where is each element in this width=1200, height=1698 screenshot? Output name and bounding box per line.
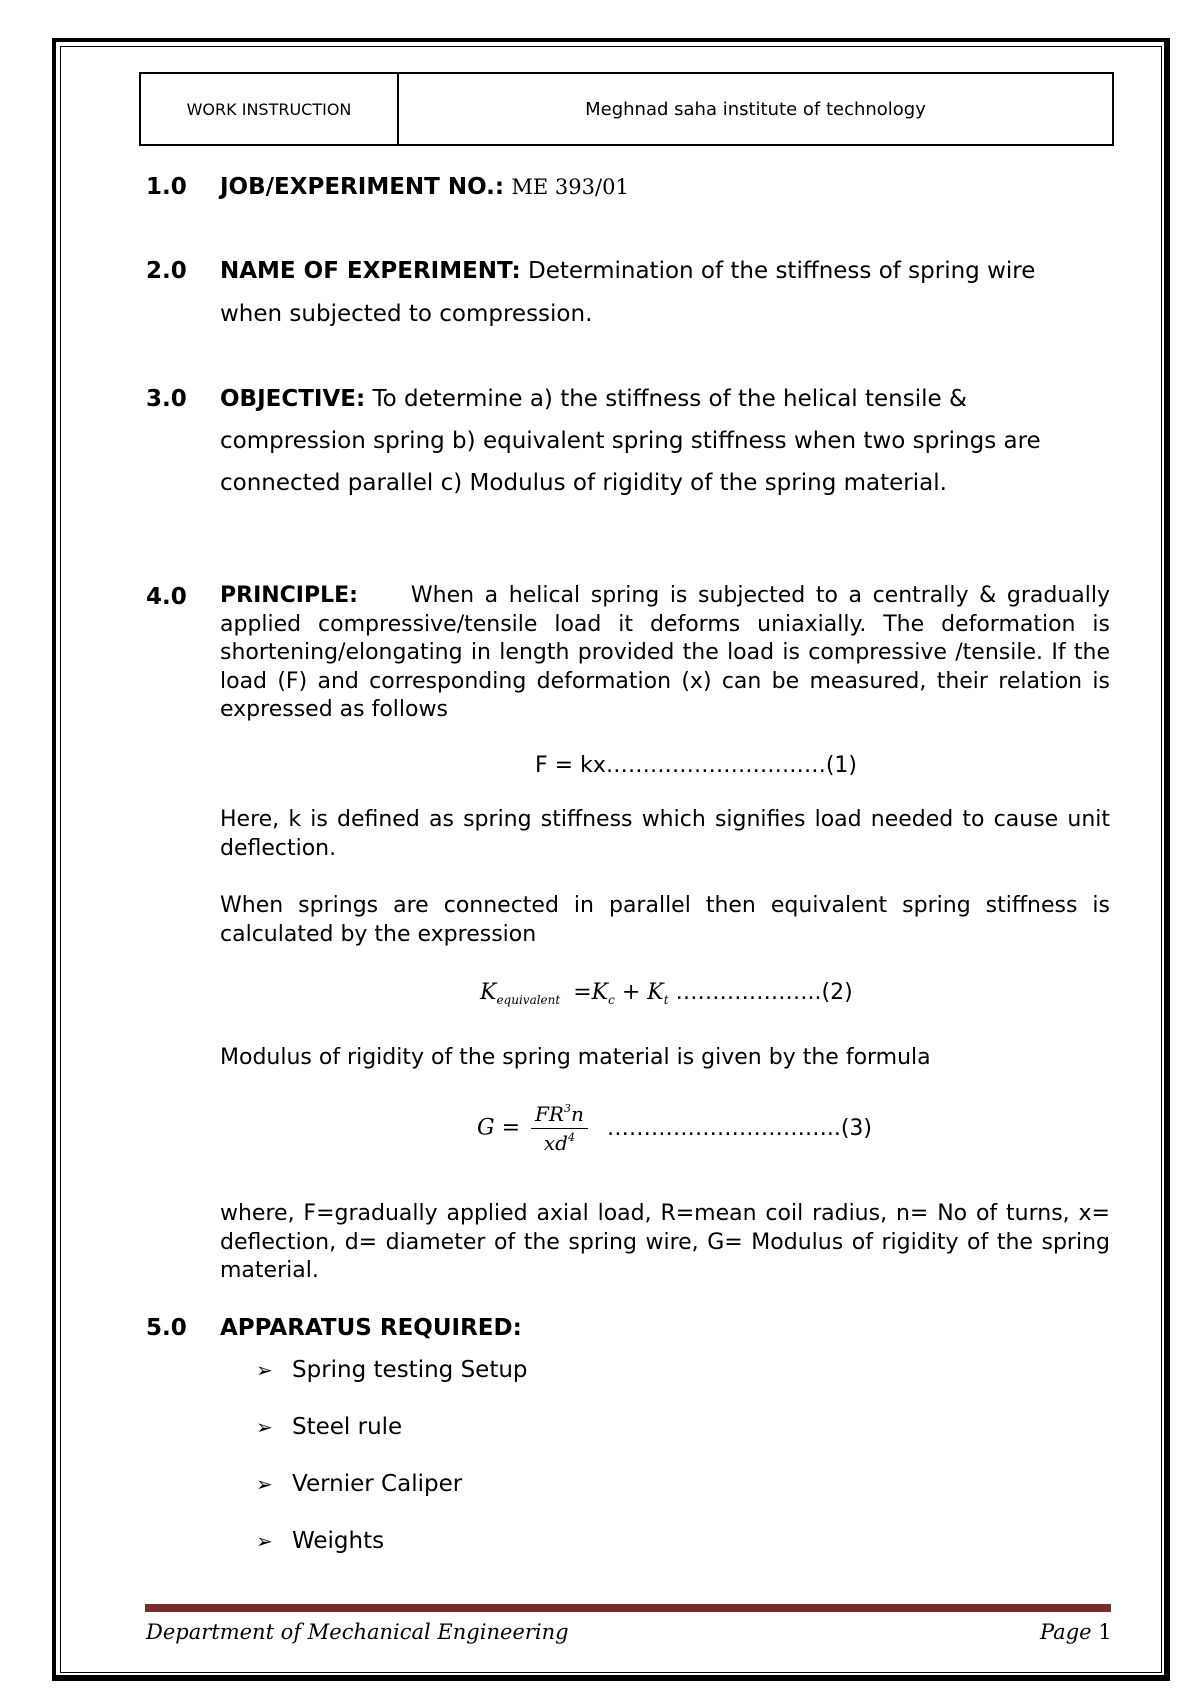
section-5-label: APPARATUS REQUIRED: bbox=[220, 1315, 522, 1341]
arrow-bullet-icon: ➢ bbox=[256, 1358, 273, 1382]
principle-paragraph bbox=[220, 582, 1110, 725]
section-5-number: 5.0 bbox=[146, 1315, 187, 1341]
section-4-label: PRINCIPLE: bbox=[220, 583, 358, 608]
equation-1: F = kx…………………………(1) bbox=[535, 753, 857, 778]
section-2-line-1 bbox=[220, 258, 1035, 284]
header-work-instruction: WORK INSTRUCTION bbox=[141, 74, 399, 144]
apparatus-item: ➢ Vernier Caliper bbox=[256, 1471, 463, 1497]
experiment-number: ME 393/01 bbox=[511, 175, 629, 199]
experiment-name: Determination of the stiffness of spring wire bbox=[528, 258, 1036, 284]
section-3-line-1 bbox=[220, 386, 967, 412]
objective-text-1: To determine a) the stiffness of the helical tensile & bbox=[372, 386, 967, 412]
equation-3: G = $\frac{FR^3n}{xd^4}$ …………………………..(3) bbox=[477, 1102, 872, 1155]
section-2-label: NAME OF EXPERIMENT: bbox=[220, 258, 521, 284]
variable-definitions: where, F=gradually applied axial load, R=mean coil radius, n= No of turns, x= deflection, d= diameter of the spring wire, G= Modulus of rigidity of the spring material. bbox=[220, 1201, 1110, 1283]
header-table bbox=[139, 72, 1114, 146]
footer-department: Department of Mechanical Engineering bbox=[146, 1620, 569, 1644]
section-2-line-2: when subjected to compression. bbox=[220, 301, 593, 327]
stiffness-definition: Here, k is defined as spring stiffness which signifies load needed to cause unit deflection. bbox=[220, 807, 1110, 861]
section-3-number: 3.0 bbox=[146, 386, 187, 412]
section-4-number: 4.0 bbox=[146, 584, 187, 610]
arrow-bullet-icon: ➢ bbox=[256, 1529, 273, 1553]
parallel-springs-text: When springs are connected in parallel then equivalent spring stiffness is calculated by the expression bbox=[220, 893, 1110, 947]
section-3-line-3: connected parallel c) Modulus of rigidity of the spring material. bbox=[220, 470, 947, 496]
arrow-bullet-icon: ➢ bbox=[256, 1472, 273, 1496]
header-institute: Meghnad saha institute of technology bbox=[585, 98, 926, 120]
footer-divider bbox=[145, 1604, 1111, 1612]
section-2-number: 2.0 bbox=[146, 258, 187, 284]
section-1-line bbox=[220, 174, 629, 200]
principle-text: When a helical spring is subjected to a centrally & gradually applied compressive/tensile load it deforms uniaxially. The deformation is shortening/elongating in length provided the load is compressive /tensile. If the load (F) and corresponding deformation (x) can be measured, their relation is expressed as follows bbox=[220, 583, 1110, 722]
rigidity-intro: Modulus of rigidity of the spring material is given by the formula bbox=[220, 1045, 931, 1070]
footer-page-number: Page 1 bbox=[1040, 1620, 1112, 1644]
apparatus-item: ➢ Spring testing Setup bbox=[256, 1357, 528, 1383]
arrow-bullet-icon: ➢ bbox=[256, 1415, 273, 1439]
section-1-number: 1.0 bbox=[146, 174, 187, 200]
apparatus-item: ➢ Weights bbox=[256, 1528, 385, 1554]
rigidity-fraction: $\frac{FR^3n}{xd^4}$ bbox=[531, 1102, 588, 1155]
equation-2: $K_{equivalent} =K_c + K_t$ ………………..(2) bbox=[480, 980, 853, 1007]
apparatus-item: ➢ Steel rule bbox=[256, 1414, 403, 1440]
section-3-label: OBJECTIVE: bbox=[220, 386, 366, 412]
section-3-line-2: compression spring b) equivalent spring stiffness when two springs are bbox=[220, 428, 1041, 454]
section-1-label: JOB/EXPERIMENT NO.: bbox=[220, 174, 505, 200]
